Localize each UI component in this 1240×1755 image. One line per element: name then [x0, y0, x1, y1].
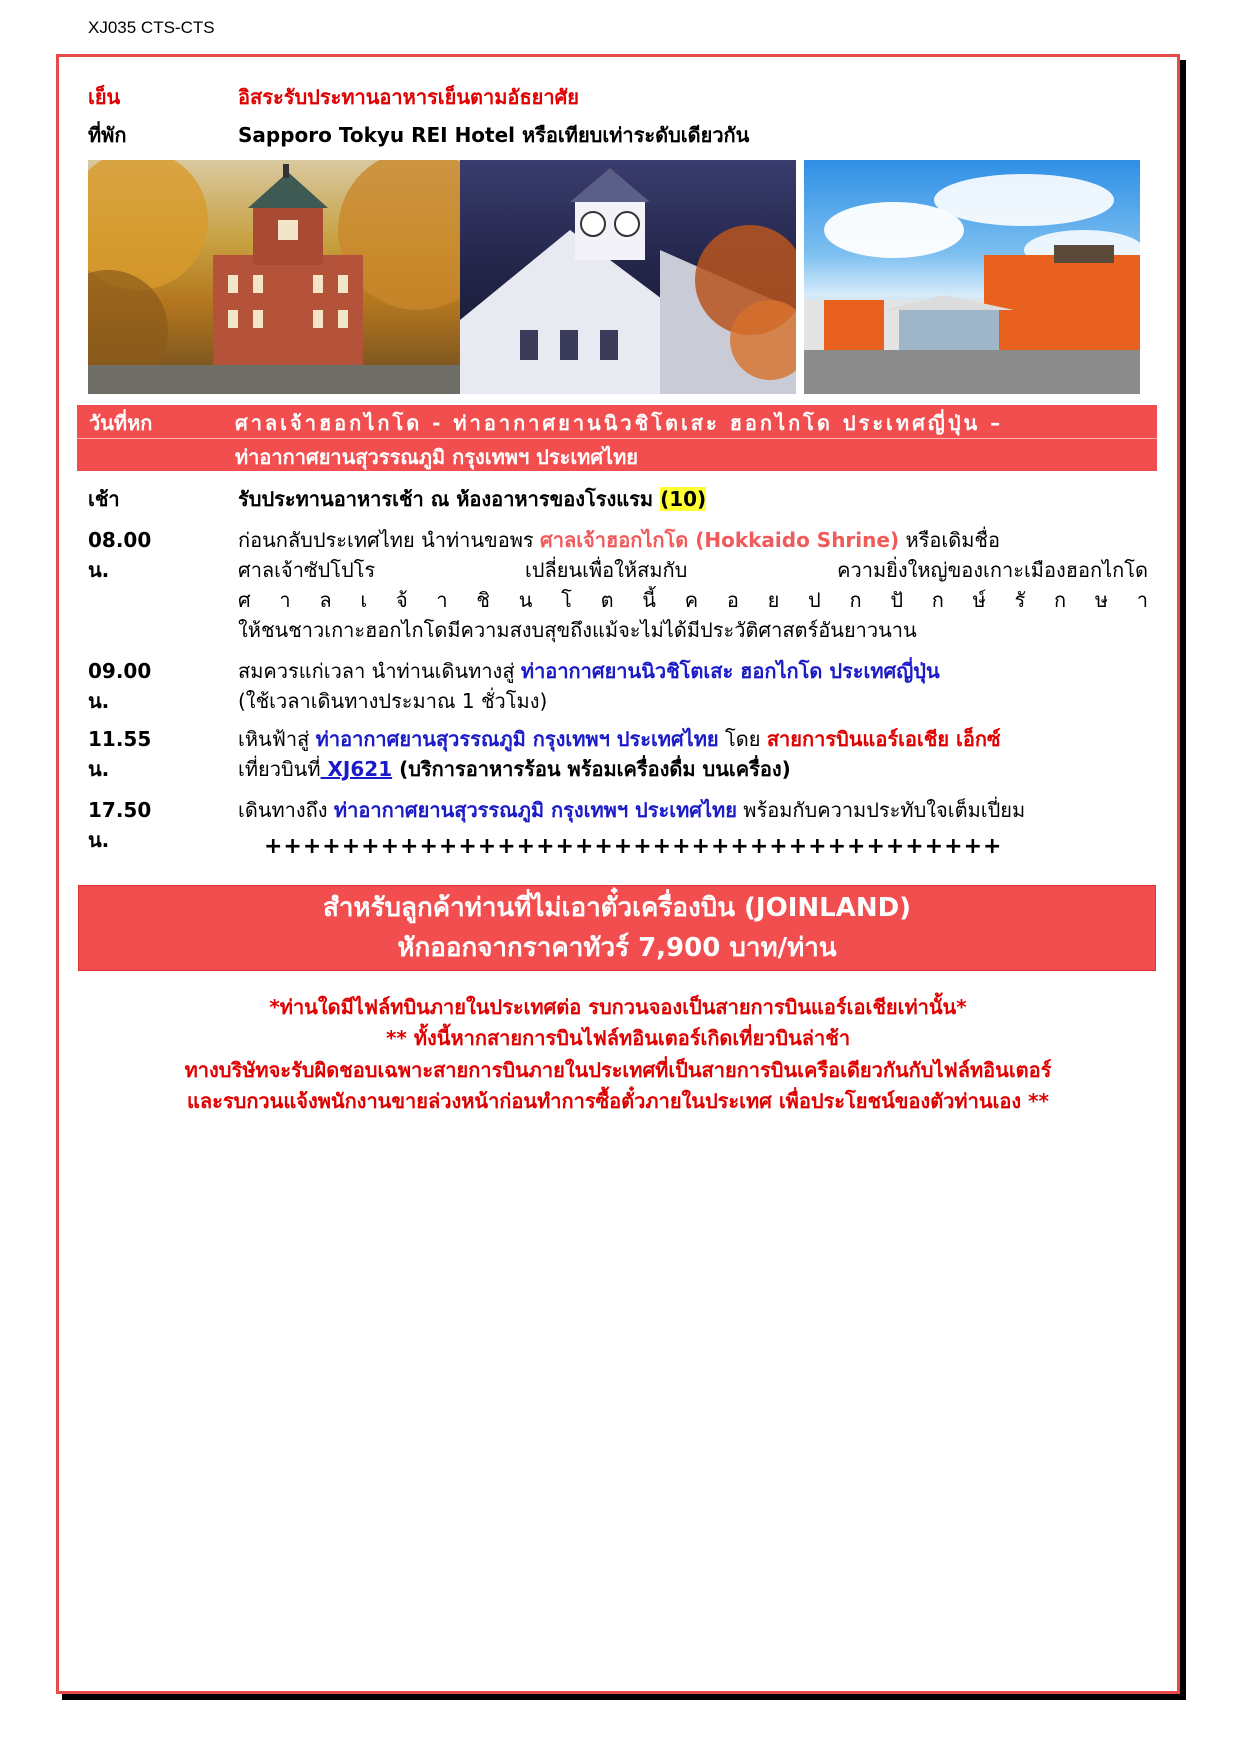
time-1750: 17.50 น. — [88, 798, 152, 852]
hokkaido-shrine-th: ศาลเจ้าฮอกไกโด — [540, 528, 689, 552]
text-0900-line2: (ใช้เวลาเดินทางประมาณ 1 ชั่วโมง) — [238, 689, 548, 713]
hotel-suffix: หรือเทียบเท่าระดับเดียวกัน — [515, 123, 750, 147]
sapporo-clock-tower-photo — [460, 160, 796, 394]
time-0800: 08.00 น. — [88, 528, 152, 582]
meal-number-badge: (10) — [660, 487, 707, 511]
time-1155: 11.55 น. — [88, 727, 152, 781]
hotel-text — [238, 120, 1148, 150]
joinland-box — [78, 885, 1156, 971]
breakfast-label: เช้า — [88, 487, 120, 511]
day-route-line1: ศาลเจ้าฮอกไกโด - ท่าอากาศยานนิวชิโตเสะ ฮอกไกโด ประเทศญี่ปุ่น – — [235, 411, 1004, 435]
note-line-3: ทางบริษัทจะรับผิดชอบเฉพาะสายการบินภายในประเทศที่เป็นสายการบินเครือเดียวกันกับไฟล์ทอินเตอร์ — [184, 1058, 1052, 1082]
flight-service-note: (บริการอาหารร้อน พร้อมเครื่องดื่ม บนเครื่อง) — [392, 757, 791, 781]
document-code: XJ035 CTS-CTS — [88, 18, 215, 37]
photo-strip — [88, 160, 1140, 394]
text-1155 — [238, 724, 1148, 784]
mitsui-outlet-park-photo — [804, 160, 1140, 394]
text-0800-pre: ก่อนกลับประเทศไทย นำท่านขอพร — [238, 528, 541, 552]
note-line-1: *ท่านใดมีไฟล์ทบินภายในประเทศต่อ รบกวนจองเป็นสายการบินแอร์เอเชียเท่านั้น* — [269, 995, 967, 1019]
day-label: วันที่หก — [89, 411, 153, 435]
dinner-text: อิสระรับประทานอาหารเย็นตามอัธยาศัย — [238, 85, 580, 109]
day-header-bar — [77, 405, 1157, 471]
text-0800-line4: ให้ชนชาวเกาะฮอกไกโดมีความสงบสุขถึงแม้จะไม่ได้มีประวัติศาสตร์อันยาวนาน — [238, 618, 917, 642]
new-chitose-airport: ท่าอากาศยานนิวชิโตเสะ ฮอกไกโด ประเทศญี่ปุ่น — [520, 659, 940, 683]
hokkaido-government-office-photo — [88, 160, 460, 394]
joinland-line2: หักออกจากราคาทัวร์ 7,900 บาท/ท่าน — [397, 933, 837, 963]
text-0800-line2: ศาลเจ้าซัปโปโร เปลี่ยนเพื่อให้สมกับ ความยิ่งใหญ่ของเกาะเมืองฮอกไกโด — [238, 558, 1148, 582]
flight-number-link[interactable]: XJ621 — [320, 757, 393, 781]
text-0800-line3: ศ า ล เ จ้ า ชิ น โ ต นี้ ค อ ย ป ก ปั ก ษ์ รั ก ษ า — [238, 588, 1148, 612]
flight-prefix: เที่ยวบินที่ — [238, 757, 321, 781]
text-0900 — [238, 656, 1148, 716]
text-1750 — [238, 795, 1148, 825]
dinner-label: เย็น — [88, 85, 121, 109]
airline-name: สายการบินแอร์เอเชีย เอ็กซ์ — [766, 727, 1001, 751]
text-0900-pre: สมควรแก่เวลา นำท่านเดินทางสู่ — [238, 659, 521, 683]
note-line-2: ** ทั้งนี้หากสายการบินไฟล์ทอินเตอร์เกิดเที่ยวบินล่าช้า — [385, 1026, 851, 1050]
suvarnabhumi-airport: ท่าอากาศยานสุวรรณภูมิ กรุงเทพฯ ประเทศไทย — [315, 727, 719, 751]
text-1155-mid: โดย — [718, 727, 767, 751]
text-1750-post: พร้อมกับความประทับใจเต็มเปี่ยม — [736, 798, 1026, 822]
hotel-label: ที่พัก — [88, 123, 127, 147]
text-0800-post: หรือเดิมชื่อ — [899, 528, 1000, 552]
section-separator: ++++++++++++++++++++++++++++++++++++++ — [264, 834, 1003, 859]
text-1155-pre: เหินฟ้าสู่ — [238, 727, 316, 751]
breakfast-desc: รับประทานอาหารเช้า ณ ห้องอาหารของโรงแรม — [238, 487, 661, 511]
joinland-line1: สำหรับลูกค้าท่านที่ไม่เอาตั๋วเครื่องบิน (JOINLAND) — [322, 893, 912, 923]
hokkaido-shrine-en: (Hokkaido Shrine) — [688, 528, 900, 552]
text-1750-pre: เดินทางถึง — [238, 798, 334, 822]
text-0800 — [238, 525, 1148, 645]
breakfast-text — [238, 484, 1148, 514]
suvarnabhumi-airport-arrival: ท่าอากาศยานสุวรรณภูมิ กรุงเทพฯ ประเทศไทย — [333, 798, 737, 822]
time-0900: 09.00 น. — [88, 659, 152, 713]
hotel-name: Sapporo Tokyu REI Hotel — [238, 123, 516, 147]
note-line-4: และรบกวนแจ้งพนักงานขายล่วงหน้าก่อนทำการซื้อตั๋วภายในประเทศ เพื่อประโยชน์ของตัวท่านเอง ** — [187, 1089, 1049, 1113]
day-route-line2: ท่าอากาศยานสุวรรณภูมิ กรุงเทพฯ ประเทศไทย — [235, 445, 638, 469]
